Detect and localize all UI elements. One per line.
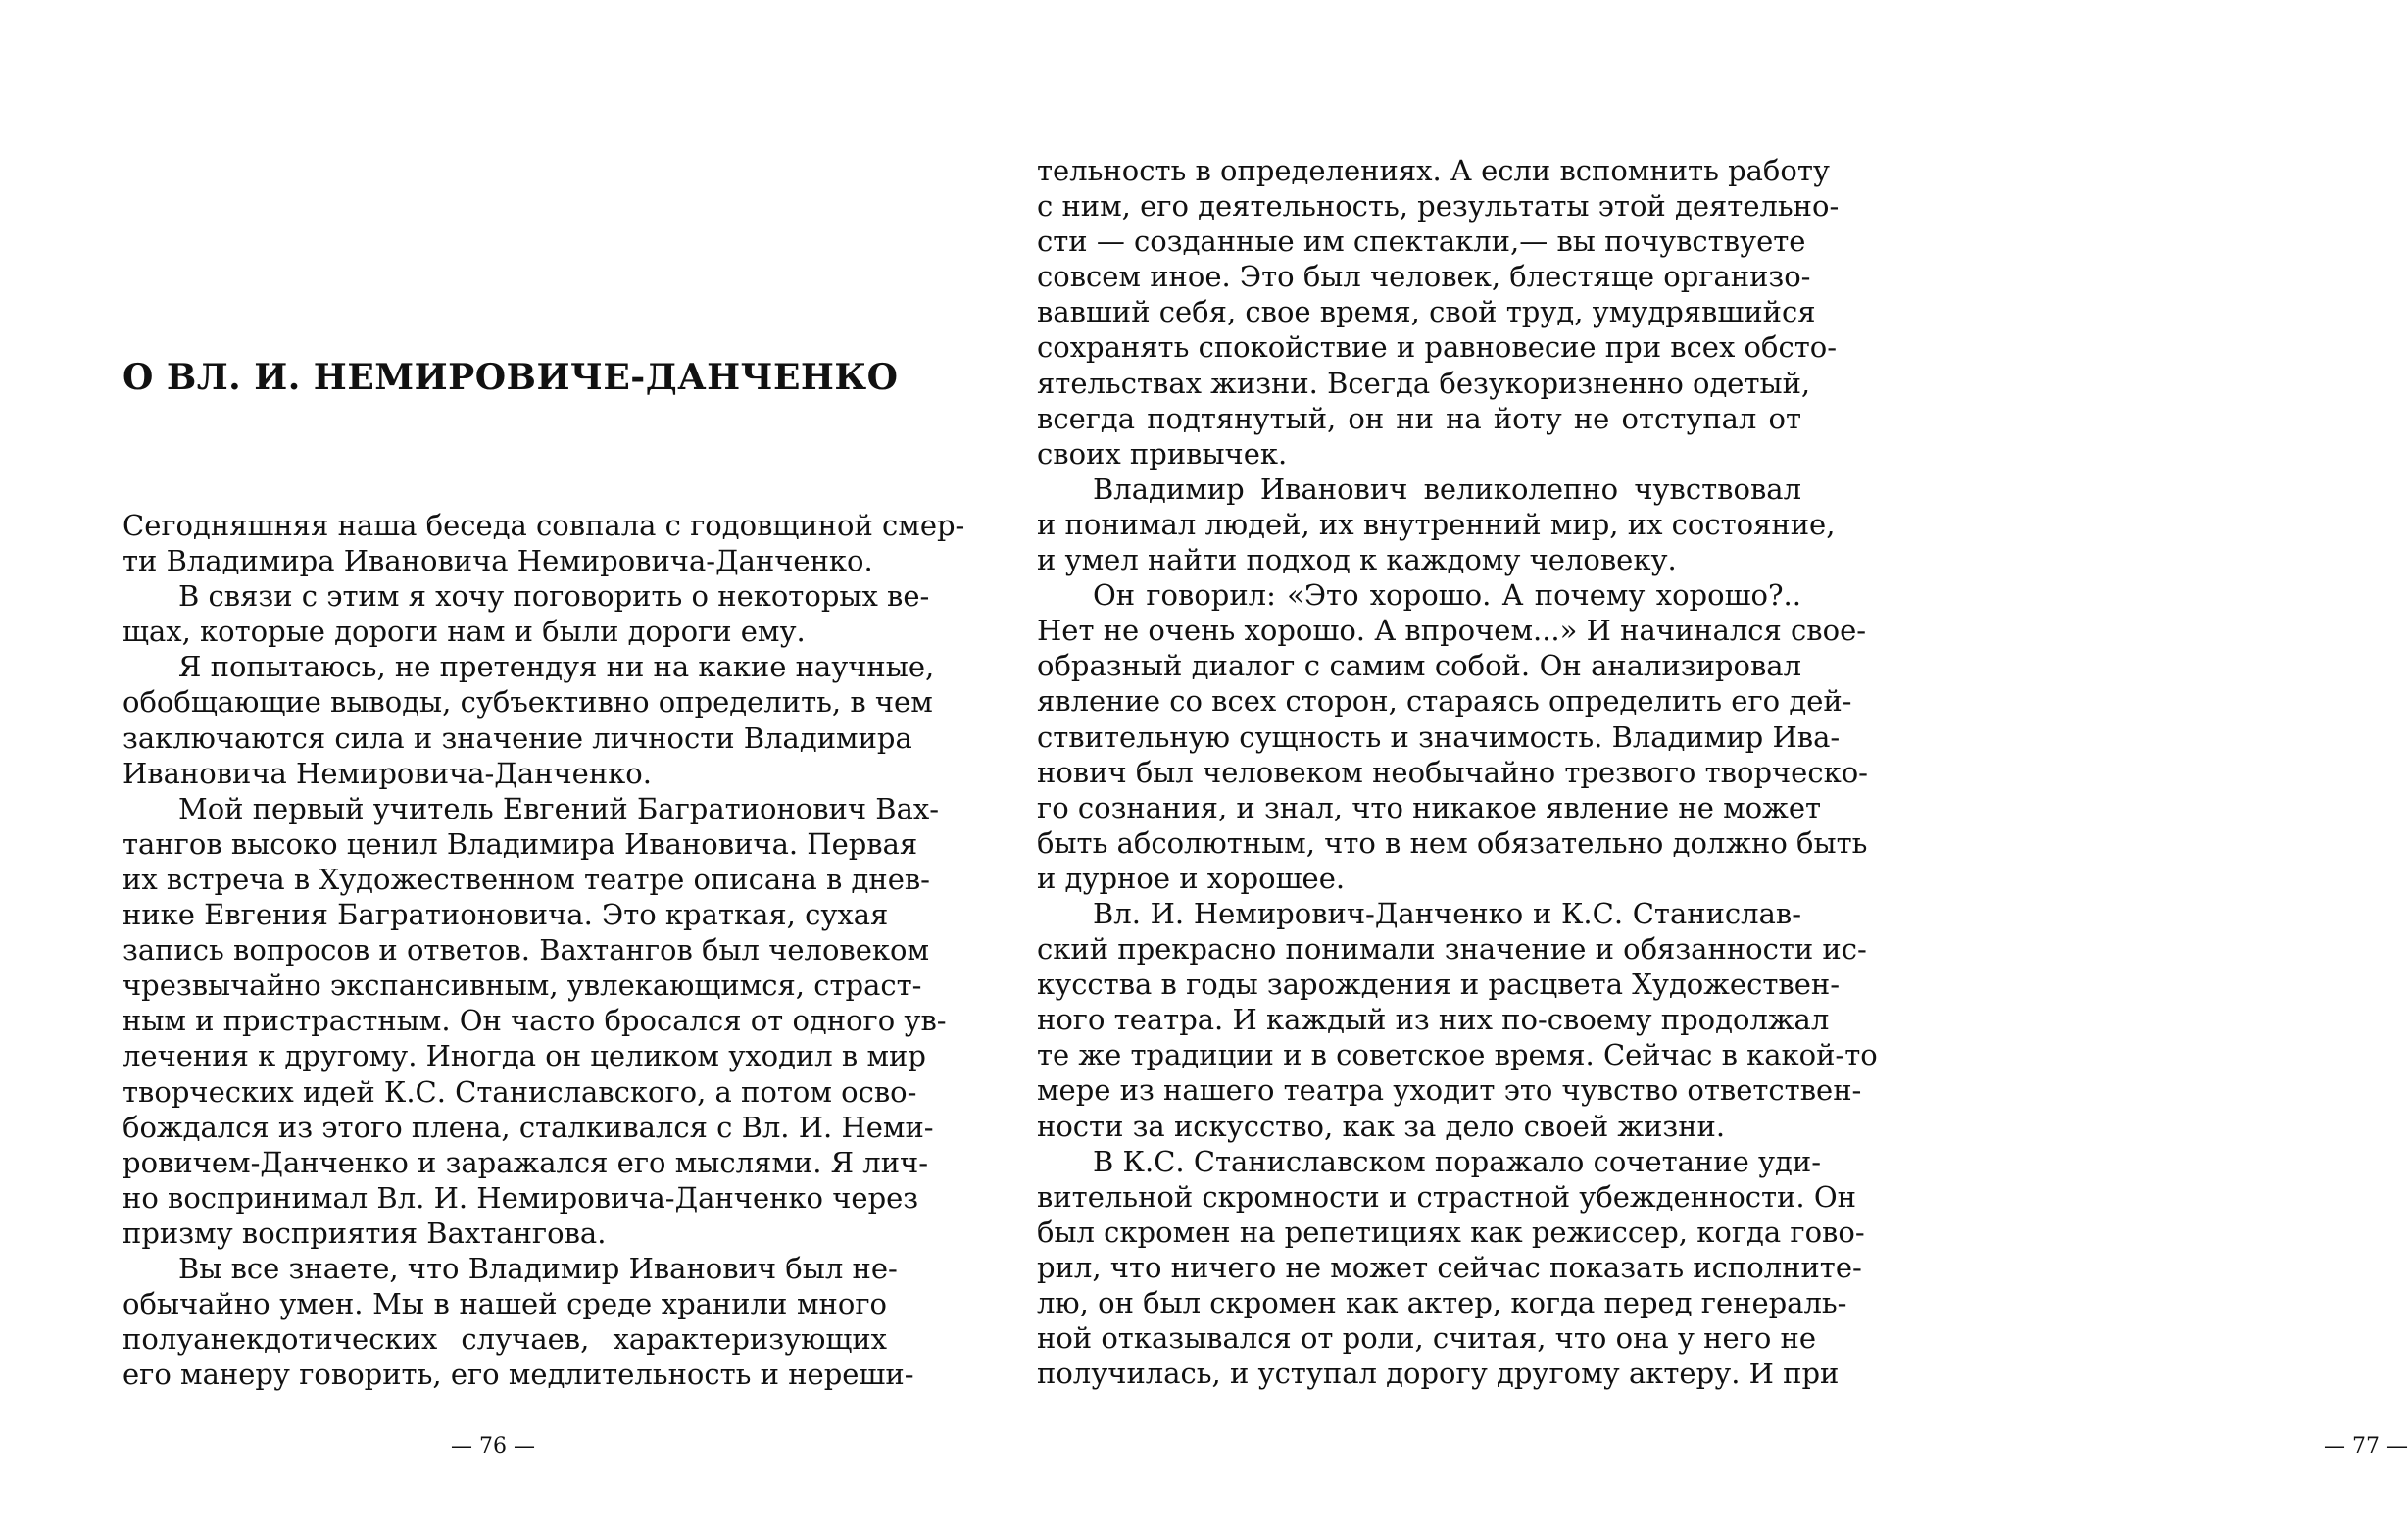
text-line: Владимир Иванович великолепно чувствовал [1093, 472, 1801, 506]
text-line: тангов высоко ценил Владимира Ивановича. Первая [123, 826, 918, 861]
right-page-body [1037, 153, 1878, 1391]
text-line: ности за искусство, как за дело своей жизни. [1037, 1109, 1726, 1143]
text-line: В связи с этим я хочу поговорить о некоторых ве- [178, 579, 930, 614]
text-line: их встреча в Художественном театре описана в днев- [123, 862, 930, 896]
text-line: всегда подтянутый, он ни на йоту не отступал от [1037, 401, 1801, 435]
text-line: образный диалог с самим собой. Он анализировал [1037, 649, 1801, 683]
text-line: ной отказывался от роли, считая, что она у него не [1037, 1321, 1817, 1356]
text-line: заключаются сила и значение личности Владимира [123, 720, 912, 755]
text-line: обычайно умен. Мы в нашей среде хранили много [123, 1287, 887, 1321]
text-line: обобщающие выводы, субъективно определить, в чем [123, 685, 933, 720]
text-line: Вы все знаете, что Владимир Иванович был не- [178, 1251, 898, 1285]
page-number-right: — 77 — [2324, 1434, 2408, 1459]
text-line: был скромен на репетициях как режиссер, когда гово- [1037, 1215, 1865, 1249]
text-line: Нет не очень хорошо. А впрочем...» И начинался свое- [1037, 614, 1867, 648]
text-line: ровичем-Данченко и заражался его мыслями. Я лич- [123, 1145, 928, 1179]
text-line: вительной скромности и страстной убежденности. Он [1037, 1179, 1856, 1214]
text-line: но воспринимал Вл. И. Немировича-Данченко через [123, 1180, 919, 1215]
text-line: В К.С. Станиславском поражало сочетание уди- [1093, 1144, 1822, 1178]
text-line: Вл. И. Немирович-Данченко и К.С. Станислав- [1093, 896, 1801, 930]
text-line: вавший себя, свое время, свой труд, умудрявшийся [1037, 295, 1816, 329]
text-line: Он говорил: «Это хорошо. А почему хорошо?.. [1093, 578, 1801, 613]
text-line: ным и пристрастным. Он часто бросался от одного ув- [123, 1004, 947, 1038]
text-line: и понимал людей, их внутренний мир, их состояние, [1037, 507, 1836, 541]
text-line: с ним, его деятельность, результаты этой деятельно- [1037, 189, 1840, 223]
text-line: Мой первый учитель Евгений Багратионович Вах- [178, 791, 940, 825]
text-line: быть абсолютным, что в нем обязательно должно быть [1037, 825, 1868, 860]
text-line: нович был человеком необычайно трезвого творческо- [1037, 755, 1868, 789]
text-line: щах, которые дороги нам и были дороги ему. [123, 615, 806, 649]
text-line: тельность в определениях. А если вспомнить работу [1037, 154, 1830, 187]
text-line: бождался из этого плена, сталкивался с Вл. И. Неми- [123, 1110, 934, 1144]
left-page [0, 0, 965, 1539]
chapter-title: О ВЛ. И. НЕМИРОВИЧЕ-ДАНЧЕНКО [123, 357, 899, 398]
text-line: его манеру говорить, его медлительность и нереши- [123, 1358, 914, 1392]
text-line: нике Евгения Багратионовича. Это краткая, сухая [123, 898, 889, 932]
text-line: Ивановича Немировича-Данченко. [123, 756, 652, 790]
text-line: го сознания, и знал, что никакое явление не может [1037, 790, 1822, 824]
text-line: кусства в годы зарождения и расцвета Художествен- [1037, 968, 1840, 1002]
text-line: ский прекрасно понимали значение и обязанности ис- [1037, 932, 1867, 967]
text-line: совсем иное. Это был человек, блестяще организо- [1037, 260, 1811, 294]
text-line: те же традиции и в советское время. Сейчас в какой-то [1037, 1038, 1878, 1072]
text-line: мере из нашего театра уходит это чувство ответствен- [1037, 1073, 1862, 1108]
text-line: и умел найти подход к каждому человеку. [1037, 543, 1677, 577]
text-line: ятельствах жизни. Всегда безукоризненно одетый, [1037, 366, 1811, 400]
text-line: призму восприятия Вахтангова. [123, 1216, 607, 1250]
text-line: ти Владимира Ивановича Немировича-Данченко. [123, 544, 873, 578]
text-line: явление со всех сторон, стараясь определить его дей- [1037, 684, 1852, 719]
text-line: Я попытаюсь, не претендуя ни на какие научные, [178, 650, 935, 684]
text-line: лю, он был скромен как актер, когда перед генераль- [1037, 1286, 1847, 1319]
text-line: получилась, и уступал дорогу другому актеру. И при [1037, 1357, 1840, 1391]
text-line: своих привычек. [1037, 436, 1288, 471]
text-line: сохранять спокойствие и равновесие при всех обсто- [1037, 330, 1838, 365]
text-line: запись вопросов и ответов. Вахтангов был человеком [123, 933, 930, 968]
text-line: полуанекдотических случаев, характеризующих [123, 1322, 887, 1357]
text-line: сти — созданные им спектакли,— вы почувствуете [1037, 224, 1806, 259]
page-number-left: — 76 — [451, 1434, 535, 1459]
right-page [945, 0, 2408, 1539]
text-line: ного театра. И каждый из них по-своему продолжал [1037, 1003, 1830, 1037]
text-line: ствительную сущность и значимость. Владимир Ива- [1037, 720, 1841, 754]
text-line: творческих идей К.С. Станиславского, а потом осво- [123, 1074, 917, 1109]
left-page-body [123, 508, 965, 1392]
text-line: и дурное и хорошее. [1037, 861, 1346, 895]
text-line: рил, что ничего не может сейчас показать исполните- [1037, 1250, 1862, 1284]
text-line: Сегодняшняя наша беседа совпала с годовщиной смер- [123, 509, 965, 542]
text-line: чрезвычайно экспансивным, увлекающимся, страст- [123, 968, 922, 1003]
text-line: лечения к другому. Иногда он целиком уходил в мир [123, 1039, 926, 1073]
